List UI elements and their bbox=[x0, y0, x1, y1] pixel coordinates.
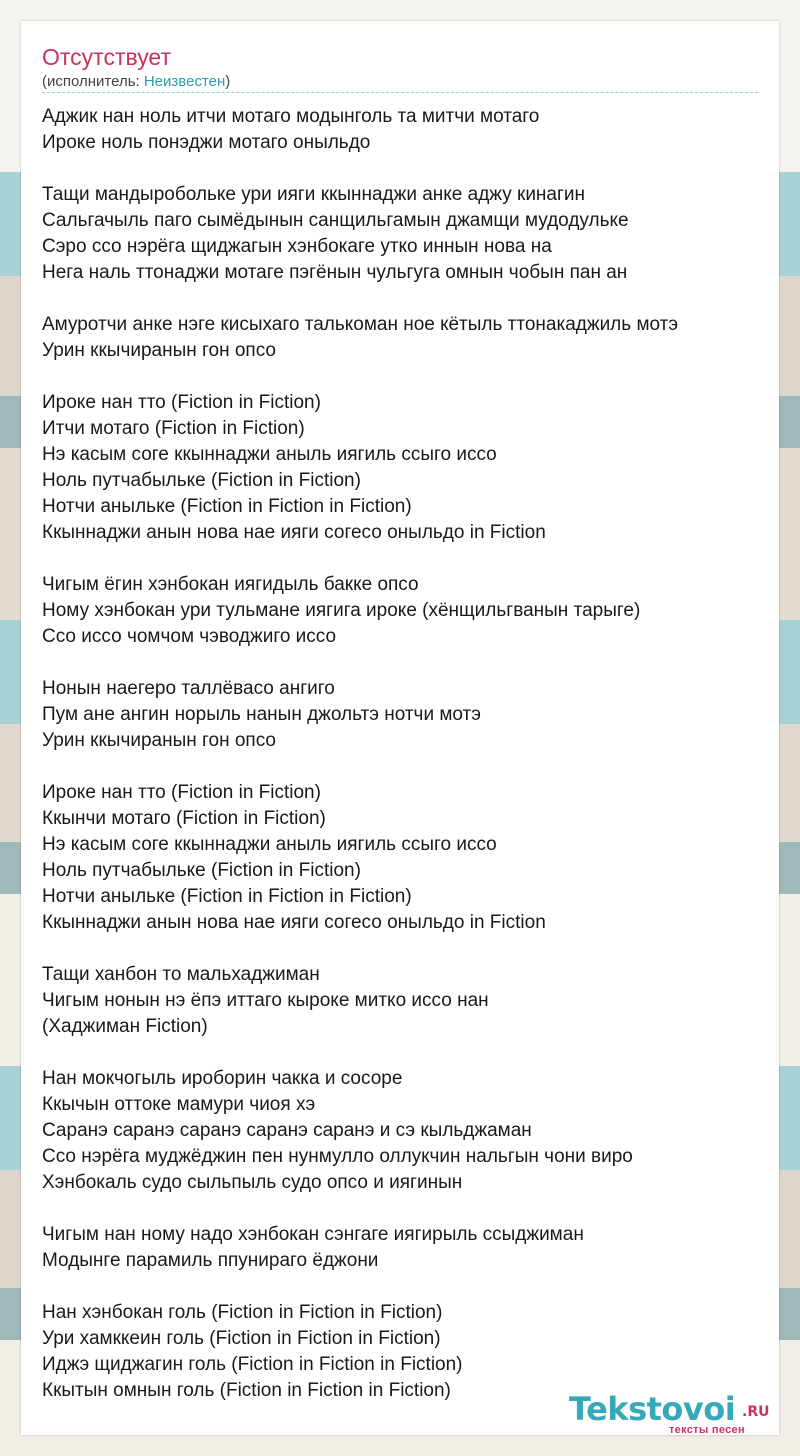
site-logo[interactable] bbox=[569, 1391, 773, 1435]
artist-link[interactable]: Неизвестен bbox=[143, 73, 226, 90]
lyrics-line: Ккынчи мотаго (Fiction in Fiction) bbox=[42, 808, 326, 829]
lyrics-line: Чигым ёгин хэнбокан иягидыль бакке опсо bbox=[42, 574, 419, 595]
byline-suffix: ) bbox=[225, 73, 231, 90]
lyrics-line: Сэро ссо нэрёга щиджагын хэнбокаге утко иннын нова на bbox=[42, 236, 552, 257]
lyrics-blank-line bbox=[42, 1040, 678, 1066]
lyrics-line: Нан мокчогыль ироборин чакка и сосоре bbox=[42, 1068, 403, 1089]
lyrics-line: Пум ане ангин норыль нанын джольтэ нотчи мотэ bbox=[42, 704, 481, 725]
lyrics-line: Нонын наегеро таллёвасо ангиго bbox=[42, 678, 335, 699]
logo-tagline: тексты песен bbox=[669, 1424, 745, 1436]
lyrics-blank-line bbox=[42, 156, 678, 182]
lyrics-line: Нан хэнбокан голь (Fiction in Fiction in Fiction) bbox=[42, 1302, 443, 1323]
lyrics-blank-line bbox=[42, 364, 678, 390]
lyrics-line: Нотчи аныльке (Fiction in Fiction in Fiction) bbox=[42, 496, 412, 517]
lyrics-line: Нега наль ттонаджи мотаге пэгёнын чульгуга омнын чобын пан ан bbox=[42, 262, 628, 283]
lyrics-line: Тащи мандыробольке ури ияги ккыннаджи анке аджу кинагин bbox=[42, 184, 586, 205]
lyrics-line: Нэ касым соге ккыннаджи аныль иягиль ссыго иссо bbox=[42, 444, 497, 465]
lyrics-line: Чигым нонын нэ ёпэ иттаго кыроке митко иссо нан bbox=[42, 990, 489, 1011]
lyrics-line: Ироке ноль понэджи мотаго оныльдо bbox=[42, 132, 371, 153]
lyrics-blank-line bbox=[42, 546, 678, 572]
lyrics-line: Тащи ханбон то мальхаджиман bbox=[42, 964, 320, 985]
lyrics-line: Саранэ саранэ саранэ саранэ саранэ и сэ кыльджаман bbox=[42, 1120, 532, 1141]
lyrics-line: Хэнбокаль судо сыльпыль судо опсо и иягинын bbox=[42, 1172, 463, 1193]
lyrics-blank-line bbox=[42, 1274, 678, 1300]
lyrics-line: Нэ касым соге ккыннаджи аныль иягиль ссыго иссо bbox=[42, 834, 497, 855]
lyrics-line: Иджэ щиджагин голь (Fiction in Fiction in Fiction) bbox=[42, 1354, 463, 1375]
lyrics-line: Ироке нан тто (Fiction in Fiction) bbox=[42, 392, 321, 413]
lyrics-line: (Хаджиман Fiction) bbox=[42, 1016, 208, 1037]
artist-byline bbox=[42, 73, 230, 91]
lyrics-line: Ккыннаджи анын нова нае ияги согесо оныльдо in Fiction bbox=[42, 522, 546, 543]
lyrics-line: Сальгачыль паго сымёдынын санщильгамын джамщи мудодульке bbox=[42, 210, 629, 231]
lyrics-card bbox=[21, 21, 779, 1435]
lyrics-line: Ноль путчабыльке (Fiction in Fiction) bbox=[42, 470, 361, 491]
lyrics-line: Ури хамккеин голь (Fiction in Fiction in Fiction) bbox=[42, 1328, 441, 1349]
lyrics-text bbox=[42, 104, 678, 1404]
lyrics-blank-line bbox=[42, 286, 678, 312]
lyrics-line: Ноль путчабыльке (Fiction in Fiction) bbox=[42, 860, 361, 881]
lyrics-line: Аджик нан ноль итчи мотаго модынголь та митчи мотаго bbox=[42, 106, 540, 127]
logo-tld: .RU bbox=[742, 1404, 770, 1420]
title-divider bbox=[42, 92, 758, 93]
lyrics-line: Амуротчи анке нэге кисыхаго талькоман ное кётыль ттонакаджиль мотэ bbox=[42, 314, 679, 335]
lyrics-line: Ссо нэрёга муджёджин пен нунмулло оллукчин нальгын чони виро bbox=[42, 1146, 633, 1167]
lyrics-blank-line bbox=[42, 650, 678, 676]
lyrics-blank-line bbox=[42, 1196, 678, 1222]
lyrics-line: Урин ккычиранын гон опсо bbox=[42, 730, 277, 751]
lyrics-line: Ккыннаджи анын нова нае ияги согесо оныльдо in Fiction bbox=[42, 912, 546, 933]
logo-wordmark: Tekstovoi bbox=[569, 1390, 736, 1428]
lyrics-line: Ироке нан тто (Fiction in Fiction) bbox=[42, 782, 321, 803]
lyrics-line: Ссо иссо чомчом чэводжиго иссо bbox=[42, 626, 337, 647]
lyrics-line: Чигым нан ному надо хэнбокан сэнгаге иягирыль ссыджиман bbox=[42, 1224, 584, 1245]
lyrics-line: Нотчи аныльке (Fiction in Fiction in Fiction) bbox=[42, 886, 412, 907]
lyrics-blank-line bbox=[42, 936, 678, 962]
lyrics-line: Ному хэнбокан ури тульмане иягига ироке (хёнщильгванын тарыге) bbox=[42, 600, 641, 621]
lyrics-line: Ккычын оттоке мамури чиоя хэ bbox=[42, 1094, 316, 1115]
lyrics-blank-line bbox=[42, 754, 678, 780]
lyrics-line: Урин ккычиранын гон опсо bbox=[42, 340, 277, 361]
byline-prefix: (исполнитель: bbox=[42, 73, 144, 90]
lyrics-line: Модынге парамиль ппунираго ёджони bbox=[42, 1250, 379, 1271]
lyrics-line: Ккытын омнын голь (Fiction in Fiction in Fiction) bbox=[42, 1380, 451, 1401]
song-title: Отсутствует bbox=[42, 44, 171, 70]
lyrics-line: Итчи мотаго (Fiction in Fiction) bbox=[42, 418, 305, 439]
